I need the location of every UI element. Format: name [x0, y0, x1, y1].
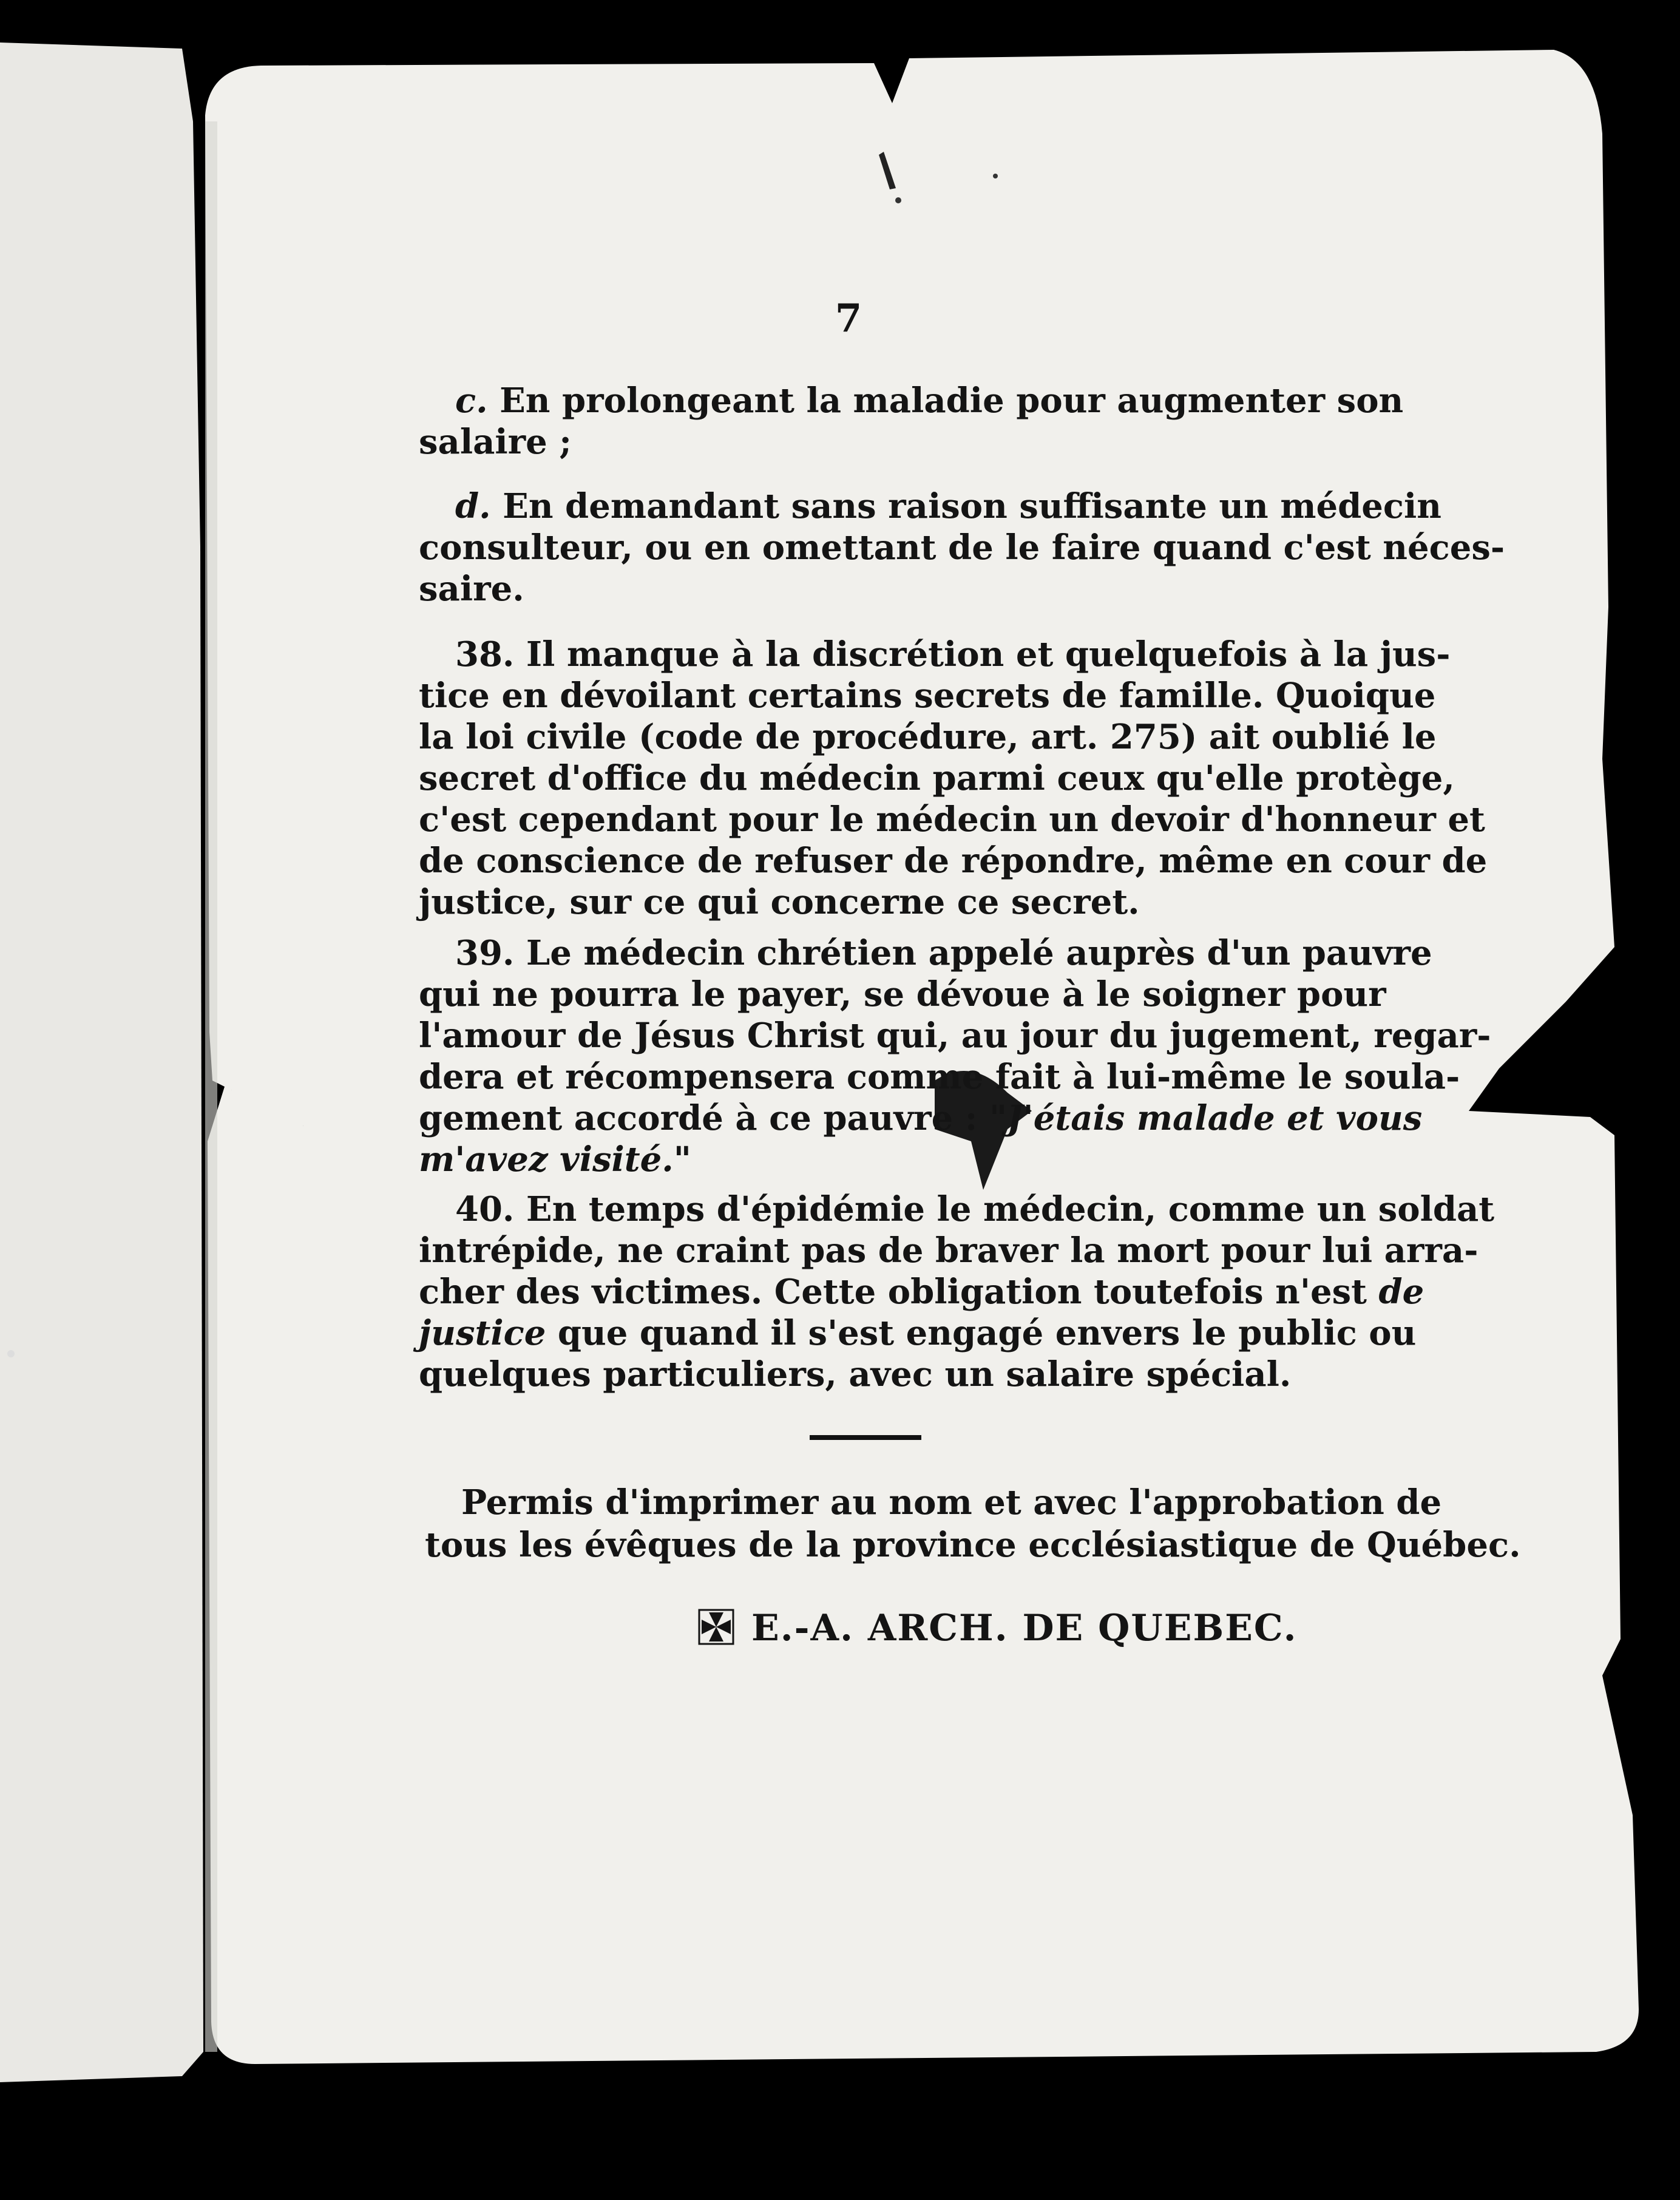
text-line: consulteur, ou en omettant de le faire quand c'est néces-: [419, 528, 1505, 568]
paragraph-d: [419, 486, 1505, 609]
line-text: En prolongeant la maladie pour augmenter son: [500, 381, 1404, 421]
text-line: tice en dévoilant certains secrets de famille. Quoique: [419, 676, 1436, 716]
text-line: secret d'office du médecin parmi ceux qu'elle protège,: [419, 758, 1455, 798]
maltese-cross-icon: [698, 1609, 734, 1645]
text-line: [419, 1098, 1423, 1139]
text-line: c'est cependant pour le médecin un devoir d'honneur et: [419, 800, 1485, 840]
text-line: tous les évêques de la province ecclésiastique de Québec.: [425, 1525, 1521, 1565]
text-line: qui ne pourra le payer, se dévoue à le soigner pour: [419, 974, 1386, 1014]
emphasis-text: de: [1378, 1272, 1424, 1312]
line-text: En demandant sans raison suffisante un médecin: [503, 486, 1441, 526]
quote-text: "J'étais malade et vous: [989, 1098, 1423, 1138]
line-text: que quand il s'est engagé envers le public ou: [557, 1313, 1417, 1353]
page-number: 7: [835, 296, 862, 341]
text-line: 39. Le médecin chrétien appelé auprès d'un pauvre: [455, 933, 1432, 973]
text-line: de conscience de refuser de répondre, même en cour de: [419, 841, 1488, 881]
line-text: cher des victimes. Cette obligation toutefois n'est: [419, 1272, 1367, 1312]
paragraph-39: [419, 932, 1491, 1180]
text-line: [419, 486, 1441, 527]
quote-text: m'avez visité.": [419, 1139, 691, 1180]
item-marker: d.: [455, 486, 491, 526]
paragraph-c: [419, 380, 1404, 463]
section-divider: [810, 1435, 921, 1440]
text-line: salaire ;: [419, 422, 572, 462]
emphasis-text: justice: [419, 1313, 546, 1353]
text-line: Permis d'imprimer au nom et avec l'approbation de: [461, 1482, 1442, 1523]
imprimatur-notice: [425, 1481, 1521, 1566]
text-line: 40. En temps d'épidémie le médecin, comme un soldat: [455, 1189, 1495, 1229]
text-line: [419, 380, 1404, 421]
text-line: saire.: [419, 569, 524, 609]
text-line: 38. Il manque à la discrétion et quelquefois à la jus-: [455, 634, 1451, 674]
line-text: gement accordé à ce pauvre :: [419, 1098, 978, 1138]
text-line: [419, 1312, 1417, 1354]
text-line: [419, 1271, 1424, 1312]
item-marker: c.: [455, 381, 488, 421]
text-line: intrépide, ne craint pas de braver la mort pour lui arra-: [419, 1231, 1478, 1271]
archbishop-signature: [698, 1603, 1298, 1654]
paragraph-40: [419, 1189, 1495, 1395]
text-line: quelques particuliers, avec un salaire spécial.: [419, 1354, 1292, 1394]
paragraph-38: [419, 634, 1488, 923]
text-line: l'amour de Jésus Christ qui, au jour du jugement, regar-: [419, 1016, 1491, 1056]
text-line: justice, sur ce qui concerne ce secret.: [419, 882, 1140, 922]
text-line: dera et récompensera comme fait à lui-même le soula-: [419, 1057, 1460, 1097]
text-line: la loi civile (code de procédure, art. 275) ait oublié le: [419, 717, 1437, 757]
signature-text: E.-A. ARCH. DE QUEBEC.: [751, 1607, 1298, 1649]
